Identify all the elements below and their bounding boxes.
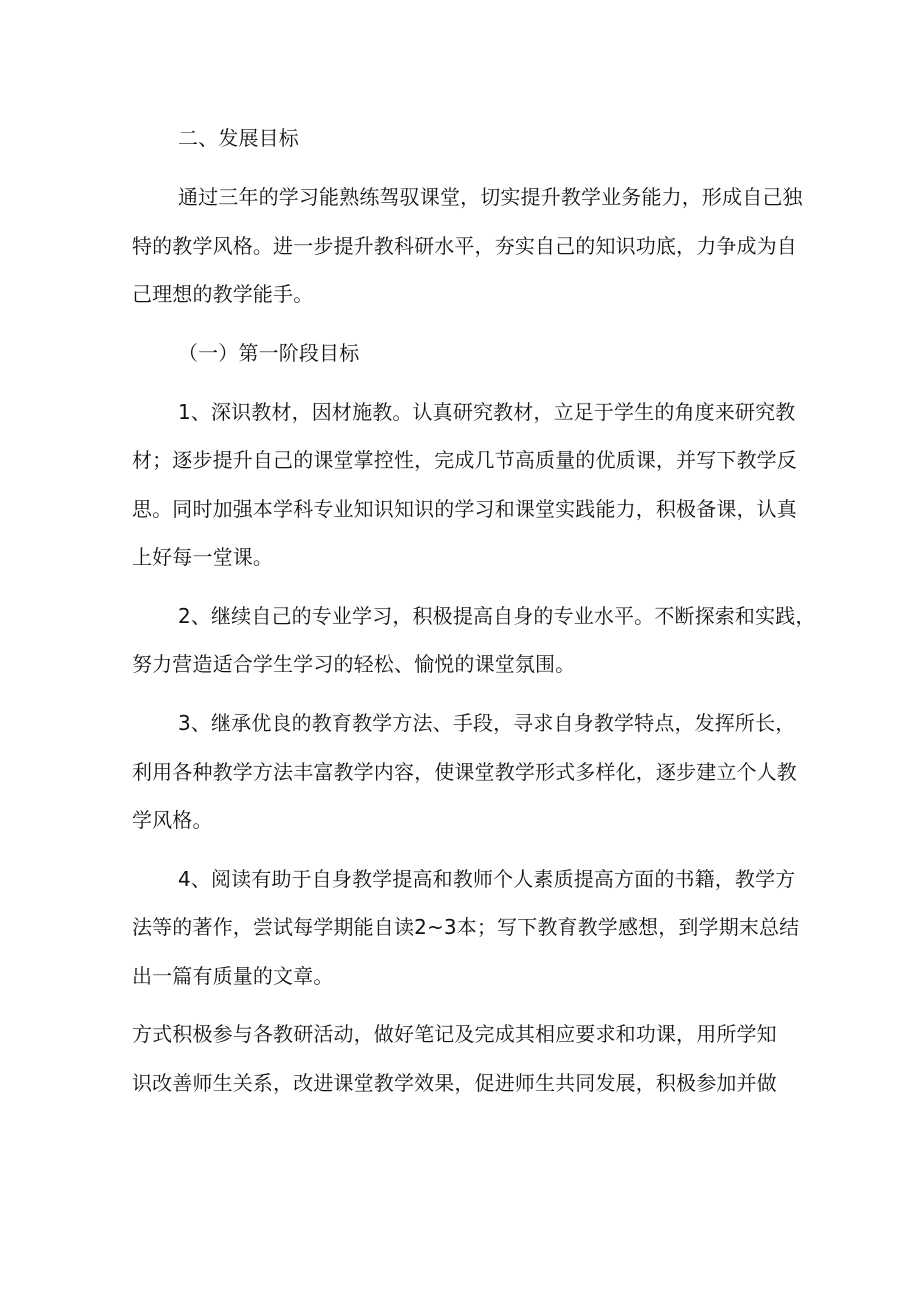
item-4-line-3: 出一篇有质量的文章。 — [132, 964, 334, 988]
item-2-line-2: 努力营造适合学生学习的轻松、愉悦的课堂氛围。 — [132, 652, 576, 676]
intro-line-2: 特的教学风格。进一步提升教科研水平，夯实自己的知识功底，力争成为自 — [132, 234, 797, 258]
subsection-heading: （一）第一阶段目标 — [178, 341, 360, 365]
item-1-line-3: 思。同时加强本学科专业知识知识的学习和课堂实践能力，积极备课，认真 — [132, 497, 797, 521]
item-3-line-3: 学风格。 — [132, 808, 213, 832]
item-1-line-2: 材；逐步提升自己的课堂掌控性，完成几节高质量的优质课，并写下教学反 — [132, 448, 797, 472]
item-3-line-2: 利用各种教学方法丰富教学内容，使课堂教学形式多样化，逐步建立个人教 — [132, 760, 797, 784]
intro-line-1: 通过三年的学习能熟练驾驭课堂，切实提升教学业务能力，形成自己独 — [178, 185, 803, 209]
item-3-line-1: 3、继承优良的教育教学方法、手段，寻求自身教学特点，发挥所长， — [178, 711, 796, 735]
intro-line-3: 己理想的教学能手。 — [132, 282, 314, 306]
closing-line-2: 识改善师生关系，改进课堂教学效果，促进师生共同发展，积极参加并做 — [132, 1071, 777, 1095]
item-4-line-1: 4、阅读有助于自身教学提高和教师个人素质提高方面的书籍，教学方 — [178, 867, 796, 891]
item-1-line-4: 上好每一堂课。 — [132, 545, 274, 569]
item-1-line-1: 1、深识教材，因材施教。认真研究教材，立足于学生的角度来研究教 — [178, 400, 796, 424]
item-2-line-1: 2、继续自己的专业学习，积极提高自身的专业水平。不断探索和实践， — [178, 604, 816, 628]
item-4-line-2: 法等的著作，尝试每学期能自读2~3本；写下教育教学感想，到学期末总结 — [132, 915, 800, 939]
closing-line-1: 方式积极参与各教研活动，做好笔记及完成其相应要求和功课，用所学知 — [132, 1022, 777, 1046]
section-heading: 二、发展目标 — [178, 126, 299, 150]
